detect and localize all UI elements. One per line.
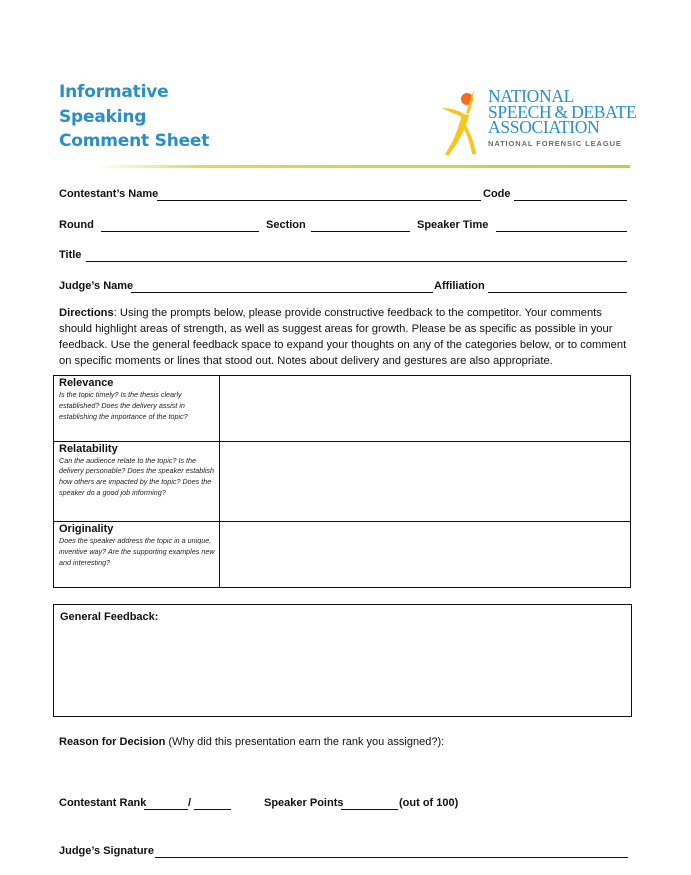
relatability-comment-cell[interactable] xyxy=(220,441,631,522)
judge-signature-field[interactable] xyxy=(155,857,628,858)
relevance-title: Relevance xyxy=(59,377,114,389)
criteria-label-cell xyxy=(54,522,220,588)
directions-label: Directions xyxy=(59,307,114,319)
contestant-name-label: Contestant’s Name xyxy=(59,188,159,200)
round-field[interactable] xyxy=(101,231,259,232)
directions-paragraph xyxy=(59,305,629,369)
relatability-title: Relatability xyxy=(59,442,118,455)
judge-name-label: Judge’s Name xyxy=(59,280,134,292)
contestant-rank-label: Contestant Rank xyxy=(59,797,147,809)
logo-line: NATIONAL xyxy=(488,86,575,106)
title-line: Comment Sheet xyxy=(59,131,210,151)
figure-arm-left xyxy=(442,108,464,117)
rank-total-field[interactable] xyxy=(194,809,231,810)
speaker-points-suffix: (out of 100) xyxy=(399,797,459,809)
logo-line: SPEECH & DEBATE xyxy=(488,101,637,122)
speaker-figure-icon xyxy=(440,86,490,158)
header-divider xyxy=(96,165,630,168)
figure-leg xyxy=(463,124,476,154)
judge-name-field[interactable] xyxy=(131,292,433,293)
directions-text: : Using the prompts below, please provide constructive feedback to the competitor. Your comments should highlight areas of strength, as well as suggest areas for growth. Please be as specific as possible in your feedback. Use the general feedback space to expand your thoughts on any of the categories below, or to comment on specific moments or lines that stood out. Notes about delivery and gestures are also appropriate. xyxy=(59,307,627,367)
judge-signature-label: Judge’s Signature xyxy=(59,845,154,857)
title-line: Speaking xyxy=(59,106,147,127)
rank-field[interactable] xyxy=(144,809,188,810)
reason-for-decision xyxy=(59,736,444,748)
code-field[interactable] xyxy=(514,200,627,201)
speaker-time-label: Speaker Time xyxy=(417,219,489,231)
criteria-row xyxy=(54,522,631,588)
originality-title: Originality xyxy=(59,523,114,536)
section-field[interactable] xyxy=(311,231,410,232)
criteria-row xyxy=(54,441,631,522)
relatability-description: Can the audience relate to the topic? Is the delivery personable? Does the speaker establish how others are impacted by the topic? Does the speaker do a good job informing? xyxy=(59,455,215,498)
sheet-title xyxy=(59,80,209,154)
general-feedback-box[interactable] xyxy=(53,604,632,717)
title-field[interactable] xyxy=(86,261,627,262)
criteria-label-cell xyxy=(54,376,220,442)
relevance-comment-cell[interactable] xyxy=(220,376,631,442)
code-label: Code xyxy=(483,188,511,200)
affiliation-field[interactable] xyxy=(488,292,627,293)
originality-comment-cell[interactable] xyxy=(220,522,631,588)
general-feedback-label: General Feedback: xyxy=(60,611,159,623)
logo-wordmark xyxy=(488,86,637,148)
criteria-label-cell xyxy=(54,441,220,522)
logo-subtitle: NATIONAL FORENSIC LEAGUE xyxy=(488,138,622,148)
originality-description: Does the speaker address the topic in a unique, inventive way? Are the supporting examples new and interesting? xyxy=(59,536,215,567)
reason-label: Reason for Decision xyxy=(59,736,166,748)
nsda-logo xyxy=(440,86,650,158)
title-label: Title xyxy=(59,249,82,261)
criteria-row xyxy=(54,376,631,442)
round-label: Round xyxy=(59,219,94,231)
speaker-points-field[interactable] xyxy=(341,809,398,810)
contestant-name-field[interactable] xyxy=(157,200,481,201)
affiliation-label: Affiliation xyxy=(434,280,485,292)
figure-body xyxy=(445,114,469,156)
speaker-points-label: Speaker Points xyxy=(264,797,344,809)
section-label: Section xyxy=(266,219,306,231)
relevance-description: Is the topic timely? Is the thesis clearly established? Does the delivery assist in establishing the importance of the topic? xyxy=(59,390,188,421)
logo-line: ASSOCIATION xyxy=(488,117,600,137)
title-line: Informative xyxy=(59,82,169,102)
reason-text: (Why did this presentation earn the rank you assigned?): xyxy=(165,736,445,748)
rank-separator: / xyxy=(188,797,192,809)
criteria-table xyxy=(53,375,631,588)
speaker-time-field[interactable] xyxy=(496,231,627,232)
